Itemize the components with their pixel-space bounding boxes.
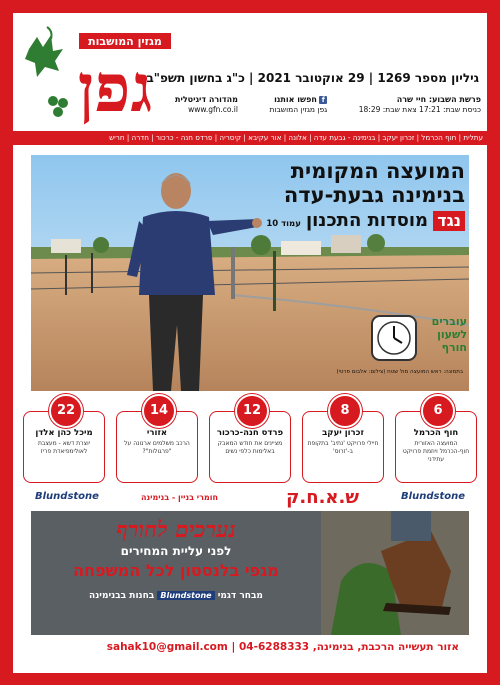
page-number-badge: 6 (421, 394, 455, 428)
promo-bottom (41, 591, 311, 601)
teaser-desc: הרכב משלמים ארנונה על "פרגולות"? (124, 440, 190, 455)
facebook-page: גפן מגזין המושבות (269, 105, 328, 114)
teaser-row (23, 397, 477, 487)
page-number-badge: 14 (142, 394, 176, 428)
photo-credit: בתמונה: ראש המועצה מול שטח (צילום: אלבום פרטי) (336, 369, 463, 375)
winter-clock-box (371, 315, 467, 361)
teaser-card[interactable] (302, 403, 384, 483)
teaser-title: אזורי (146, 428, 168, 438)
logo-banner: מגזין המושבות (88, 35, 162, 48)
headline-line-2: בנימינה גבעת-עדה (283, 183, 465, 207)
facebook-cta: חפשו אותנו (274, 95, 317, 104)
page-reference: עמוד 10 (266, 219, 301, 229)
promo-bottom-pre: מבחר דגמי (217, 591, 263, 601)
winter-line-3: חורף (441, 341, 467, 354)
hero-headline (266, 159, 465, 231)
ad-promo (31, 511, 469, 635)
winter-line-1: עוברים (431, 315, 467, 328)
teaser-title: פרדס חנה-כרכור (216, 428, 284, 438)
winter-line-2: לשעון (437, 328, 467, 341)
newspaper-page (13, 13, 487, 673)
promo-main: מגפי בלנסטון לכל המשפחה (73, 561, 279, 580)
issue-line: גיליון מספר 1269 | 29 אוקטובר 2021 | כ"ג בחשון תשפ"ב (146, 71, 479, 85)
logo-title: גפן (77, 49, 153, 127)
facebook-icon: f (319, 96, 327, 104)
page-number-badge: 8 (328, 394, 362, 428)
ad-header (31, 487, 469, 509)
winter-clock-text (432, 315, 467, 354)
brand-logo-right: Blundstone (401, 491, 465, 502)
ad-contact (31, 637, 469, 661)
page-number-badge: 22 (49, 394, 83, 428)
teaser-desc: מציינים את חודש המאבק באלימות כלפי נשים (217, 440, 283, 455)
page-number-badge: 12 (235, 394, 269, 428)
teaser-desc: יוצרת דשא - מעצבת לאולימפיאדת פריז (37, 440, 91, 455)
teaser-card[interactable] (116, 403, 198, 483)
contact-line: אזור תעשייה הרכבת, בנימינה, 04-6288333 | sahak10@gmail.com (106, 641, 459, 653)
promo-text (41, 517, 311, 601)
promo-bottom-post: בחנות בבנימינה (89, 591, 155, 601)
locations-strip: עתלית | חוף הכרמל | זכרון יעקב | בנימינה - גבעת עדה | אלונה | אור עקיבא | קיסריה | פרדס חנה - כרכור | חדרה | חריש (13, 131, 487, 145)
teaser-desc: חיילי פרויקט 'נתיב' בתקופת ב-'זרוס' (307, 440, 379, 455)
teaser-title: זכרון יעקב (322, 428, 364, 438)
shabbat-times: כניסת שבת: 17:21 צאת שבת: 18:29 (358, 105, 481, 114)
teaser-title: מיכל כהן אלדן (35, 428, 93, 438)
teaser-card[interactable] (209, 403, 291, 483)
teaser-card[interactable] (23, 403, 105, 483)
address: אזור תעשייה הרכבת, בנימינה, (312, 641, 459, 653)
teaser-card[interactable] (395, 403, 477, 483)
masthead (13, 13, 487, 129)
facebook-info[interactable] (269, 95, 327, 125)
phone[interactable]: 04-6288333 (239, 641, 310, 653)
advertiser-name: ש.א.ח.ק (286, 487, 359, 508)
promo-line: לפני עליית המחירים (120, 544, 232, 558)
email[interactable]: sahak10@gmail.com (106, 641, 228, 653)
brand-badge: Blundstone (157, 591, 214, 600)
hero-photo (31, 155, 469, 391)
brand-logo-left: Blundstone (35, 491, 99, 502)
promo-title: נערכים לחורף (116, 517, 236, 543)
headline-rest: מוסדות התכנון (305, 210, 429, 231)
digital-info[interactable] (175, 95, 238, 125)
blundstone-ad[interactable] (31, 487, 469, 661)
headline-line-3 (266, 210, 465, 231)
parasha: פרשת השבוע: חיי שרה (396, 95, 481, 104)
website-link[interactable]: www.gfn.co.il (188, 105, 238, 114)
neged-badge: נגד (433, 211, 465, 231)
clock-icon (371, 315, 417, 361)
teaser-title: חוף הכרמל (413, 428, 459, 438)
digital-label: מהדורה דיגיטלית (175, 95, 238, 104)
teaser-desc: המועצה האזורית חוף-הכרמל ויוזמת פרויקט עתידני (402, 440, 470, 463)
headline-line-1: המועצה המקומית (290, 159, 465, 183)
masthead-info (175, 95, 481, 125)
shabbat-info (359, 95, 481, 125)
advertiser-sub: חומרי בניין - בנימינה (141, 493, 218, 502)
